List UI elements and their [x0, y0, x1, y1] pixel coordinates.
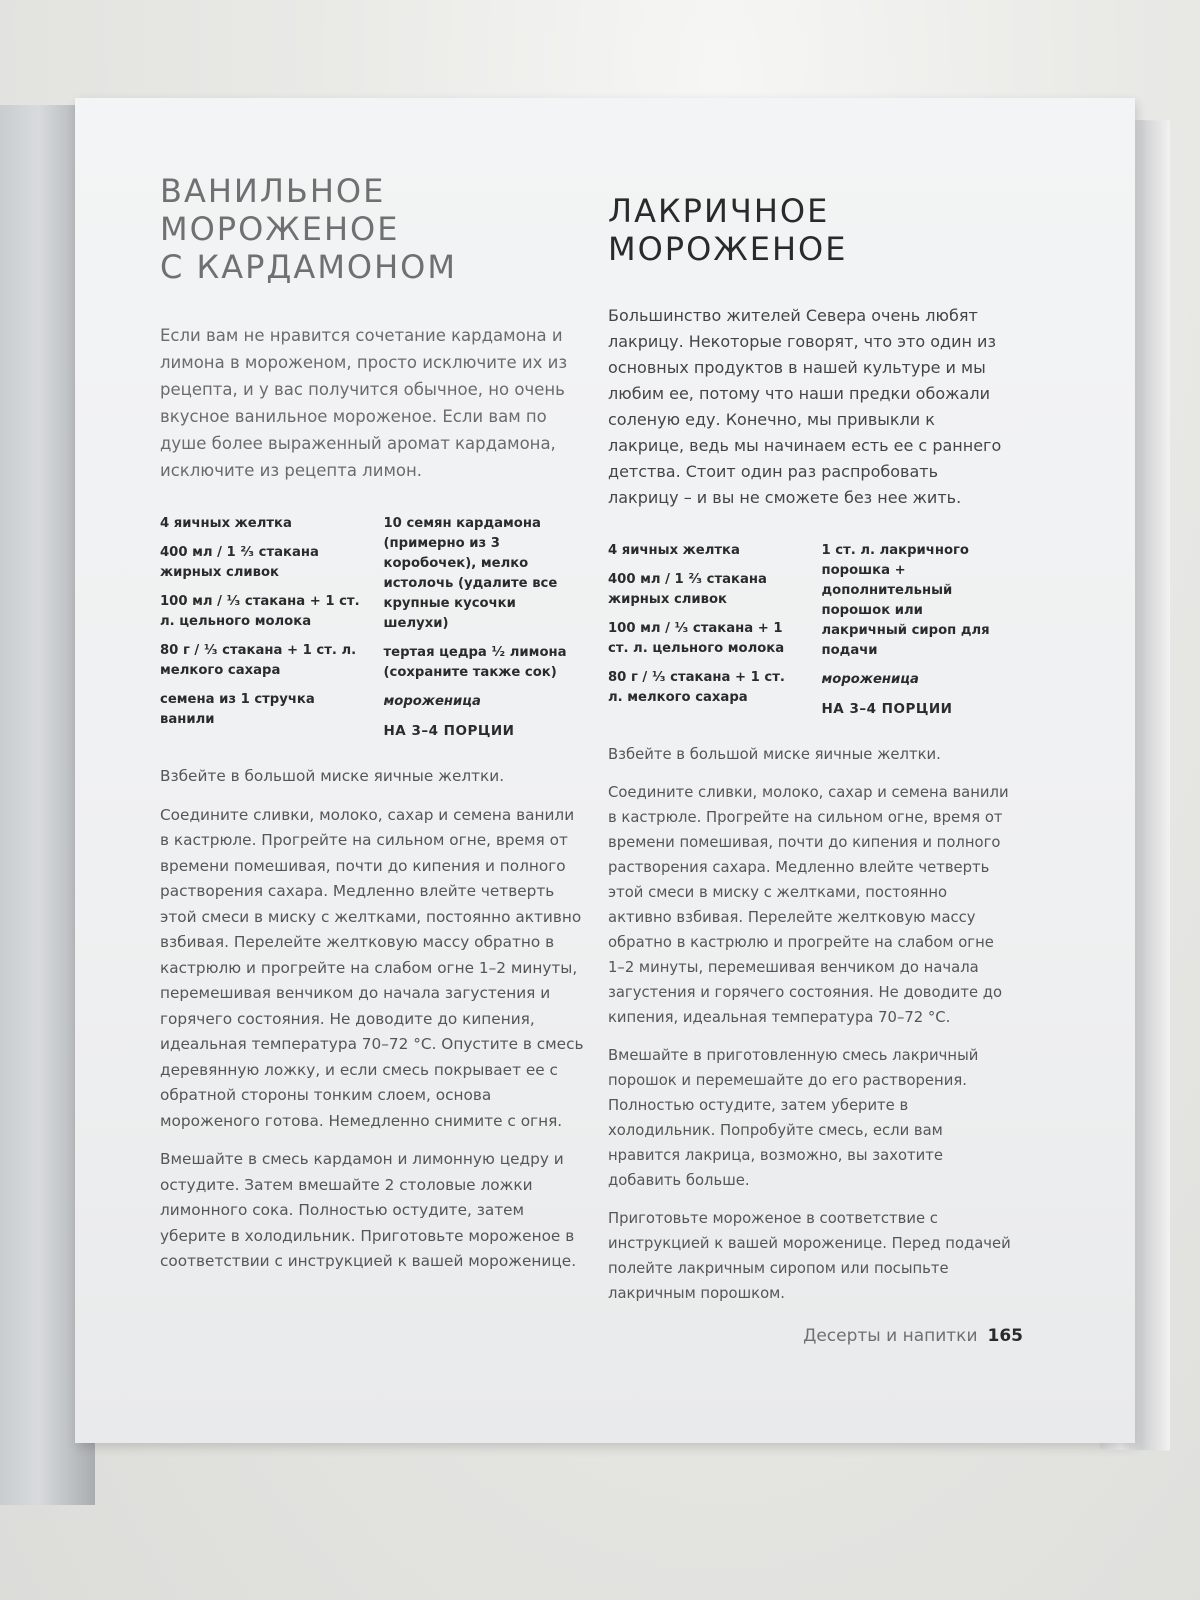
- ingredients-column: [160, 514, 362, 750]
- section-name: Десерты и напитки: [803, 1326, 978, 1346]
- method-step: Взбейте в большой миске яичные желтки.: [608, 745, 941, 763]
- equipment: мороженица: [821, 671, 919, 687]
- ingredients-column: [822, 541, 1014, 728]
- ingredient: семена из 1 стручка ванили: [160, 692, 315, 728]
- left-recipe-intro: Если вам не нравится сочетание кардамона и лимона в мороженом, просто исключите их из рецепта, и у вас получится обычное, но очень вкусное ванильное мороженое. Если вам по душе более выраженный аромат кардамона, исключите из рецепта лимон.: [160, 326, 568, 481]
- ingredients-column: [384, 514, 586, 750]
- ingredient: 100 мл / ¹⁄₃ стакана + 1 ст. л. цельного молока: [160, 594, 360, 630]
- servings: НА 3–4 ПОРЦИИ: [383, 723, 515, 740]
- method-step: Взбейте в большой миске яичные желтки.: [160, 767, 505, 786]
- ingredient: 1 ст. л. лакричного порошка + дополнительный порошок или лакричный сироп для подачи: [821, 542, 990, 658]
- ingredient: 4 яичных желтка: [160, 516, 292, 532]
- left-method: [160, 764, 585, 1275]
- left-recipe: [160, 173, 585, 1288]
- method-step: Соедините сливки, молоко, сахар и семена ванили в кастрюле. Прогрейте на сильном огне, время от времени помешивая, почти до кипения и полного растворения сахара. Медленно влейте четверть этой смеси в миску с желтками, постоянно активно взбивая. Перелейте желтковую массу обратно в кастрюлю и прогрейте на слабом огне 1–2 минуты, перемешивая венчиком до начала загустения и горячего состояния. Не доводите до кипения, идеальная температура 70–72 °С.: [608, 783, 1009, 1026]
- title-line: ЛАКРИЧНОЕ: [608, 192, 830, 230]
- ingredient: 80 г / ¹⁄₃ стакана + 1 ст. л. мелкого сахара: [608, 669, 785, 705]
- title-line: МОРОЖЕНОЕ: [160, 209, 400, 248]
- ingredient: 400 мл / 1 ²⁄₃ стакана жирных сливок: [608, 571, 767, 607]
- title-line: С КАРДАМОНОМ: [160, 247, 457, 286]
- ingredient: 400 мл / 1 ²⁄₃ стакана жирных сливок: [160, 545, 319, 581]
- left-recipe-title: [160, 173, 585, 286]
- method-step: Соедините сливки, молоко, сахар и семена ванили в кастрюле. Прогрейте на сильном огне, время от времени помешивая, почти до кипения и полного растворения сахара. Медленно влейте четверть этой смеси в миску с желтками, постоянно активно взбивая. Перелейте желтковую массу обратно в кастрюлю и прогрейте на слабом огне 1–2 минуты, перемешивая венчиком до начала загустения и горячего состояния. Не доводите до кипения, идеальная температура 70–72 °С. Опустите в смесь деревянную ложку, и если смесь покрывает ее с обратной стороны тонким слоем, основа мороженого готова. Немедленно снимите с огня.: [160, 805, 584, 1130]
- ingredient: 100 мл / ¹⁄₃ стакана + 1 ст. л. цельного молока: [608, 620, 785, 656]
- title-line: ВАНИЛЬНОЕ: [160, 172, 386, 210]
- servings: НА 3–4 ПОРЦИИ: [821, 700, 953, 717]
- page-number: 165: [987, 1326, 1023, 1346]
- ingredients-column: [608, 541, 800, 728]
- right-method: [608, 742, 1013, 1306]
- ingredient: тертая цедра ¹⁄₂ лимона (сохраните также сок): [383, 645, 567, 681]
- method-step: Вмешайте в приготовленную смесь лакричный порошок и перемешайте до его растворения. Полностью остудите, затем уберите в холодильник. Попробуйте смесь, если вам нравится лакрица, возможно, вы захотите добавить больше.: [608, 1046, 979, 1189]
- title-line: МОРОЖЕНОЕ: [608, 229, 848, 268]
- right-ingredients: [608, 541, 1013, 728]
- page-footer: [803, 1326, 1023, 1346]
- right-recipe: [608, 193, 1013, 1319]
- ingredient: 4 яичных желтка: [608, 542, 740, 558]
- method-step: Приготовьте мороженое в соответствие с инструкцией к вашей мороженице. Перед подачей полейте лакричным сиропом или посыпьте лакричным порошком.: [608, 1209, 1011, 1302]
- ingredient: 10 семян кардамона (примерно из 3 коробочек), мелко истолочь (удалите все крупные кусочки шелухи): [383, 516, 558, 632]
- right-recipe-intro: Большинство жителей Севера очень любят лакрицу. Некоторые говорят, что это один из основных продуктов в нашей культуре и мы любим ее, потому что наши предки обожали соленую еду. Конечно, мы привыкли к лакрице, ведь мы начинаем есть ее с раннего детства. Стоит один раз распробовать лакрицу – и вы не сможете без нее жить.: [608, 305, 1002, 507]
- ingredient: 80 г / ¹⁄₃ стакана + 1 ст. л. мелкого сахара: [160, 643, 357, 679]
- left-ingredients: [160, 514, 585, 750]
- equipment: мороженица: [383, 694, 481, 710]
- method-step: Вмешайте в смесь кардамон и лимонную цедру и остудите. Затем вмешайте 2 столовые ложки лимонного сока. Полностью остудите, затем уберите в холодильник. Приготовьте мороженое в соответствии с инструкцией к вашей мороженице.: [160, 1150, 577, 1271]
- right-recipe-title: [608, 193, 1013, 269]
- book-page: [75, 98, 1135, 1443]
